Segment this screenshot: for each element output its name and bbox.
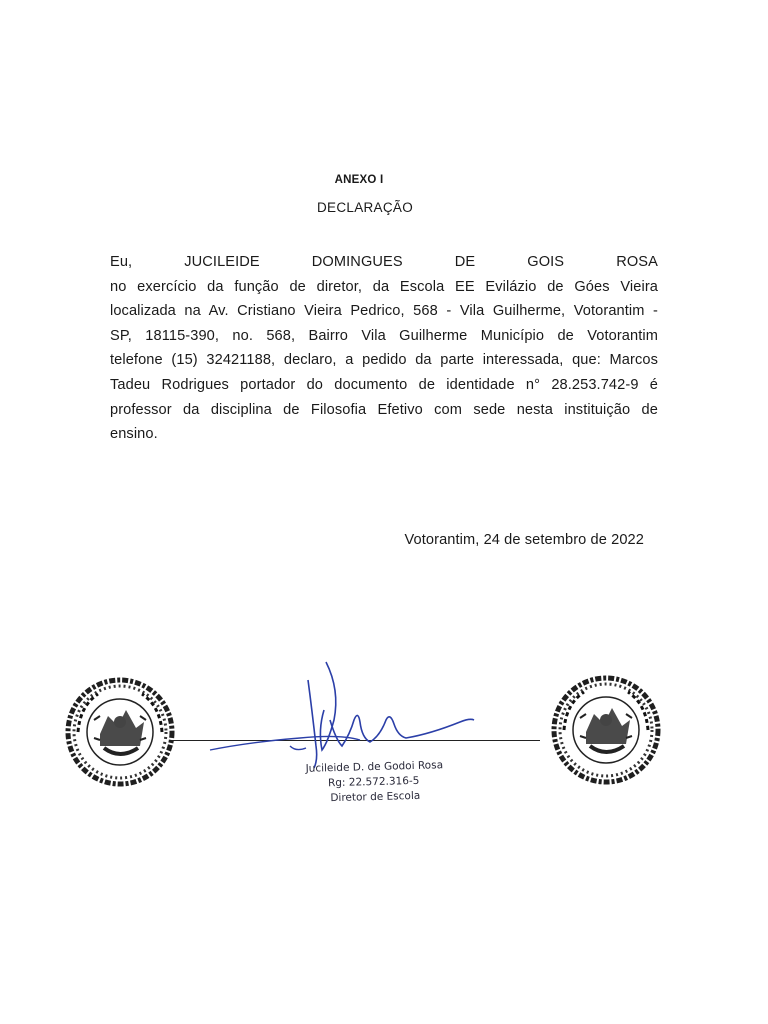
declarant-name-line — [110, 250, 658, 275]
stamp-rg: Rg: 22.572.316-5 — [327, 774, 420, 790]
body-line: Tadeu Rodrigues portador do documento de identidade n° 28.253.742-9 é — [110, 376, 658, 393]
director-stamp — [305, 758, 444, 807]
body-line: SP, 18115-390, no. 568, Bairro Vila Guilherme Município de Votorantim — [110, 327, 658, 344]
body-word: JUCILEIDE — [184, 254, 260, 270]
declaration-title: DECLARAÇÃO — [316, 200, 414, 215]
stamp-role: Diretor de Escola — [330, 789, 421, 805]
place-date: Votorantim, 24 de setembro de 2022 — [404, 532, 644, 548]
stamp-name: Jucileide D. de Godoi Rosa — [305, 759, 444, 775]
body-word: DOMINGUES — [311, 254, 403, 270]
body-word: Eu, — [110, 254, 133, 270]
annex-title: ANEXO I — [334, 174, 384, 186]
body-line: ensino. — [110, 426, 158, 443]
body-word: DE — [454, 254, 476, 270]
official-seal-right — [550, 674, 662, 791]
body-word: ROSA — [616, 254, 658, 270]
body-word: GOIS — [527, 254, 565, 270]
official-seal-left — [64, 676, 176, 793]
body-line: telefone (15) 32421188, declaro, a pedido da parte interessada, que: Marcos — [110, 352, 658, 369]
body-line: professor da disciplina de Filosofia Efetivo com sede nesta instituição de — [110, 401, 658, 418]
body-line: no exercício da função de diretor, da Escola EE Evilázio de Góes Vieira — [110, 278, 658, 295]
body-line: localizada na Av. Cristiano Vieira Pedrico, 568 - Vila Guilherme, Votorantim - — [110, 303, 658, 320]
declaration-body — [110, 250, 658, 447]
